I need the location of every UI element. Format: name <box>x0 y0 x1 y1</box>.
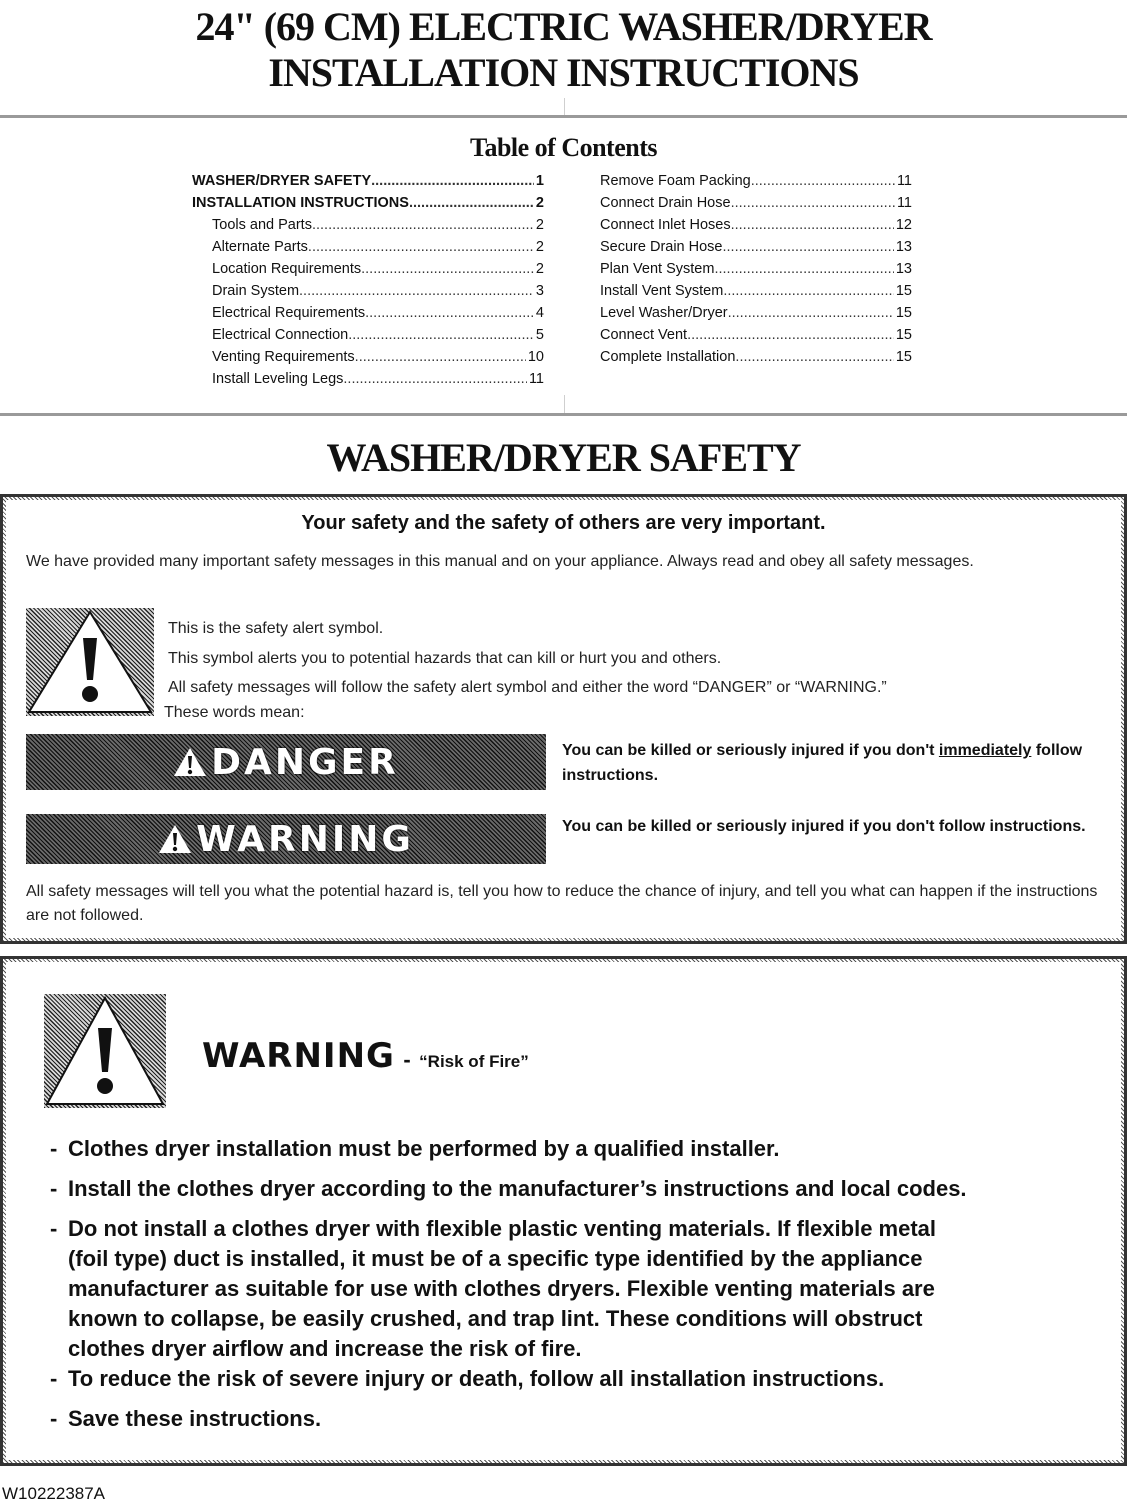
danger-text-emphasis: immediately <box>938 742 1032 759</box>
fire-warning-signal: WARNING <box>202 1036 395 1076</box>
toc-entry[interactable] <box>580 324 912 346</box>
fire-warning-item <box>50 1174 967 1204</box>
toc-entry-label: Secure Drain Hose <box>600 239 723 255</box>
warning-signal-bar <box>26 814 546 864</box>
toc-entry-label: Drain System <box>212 283 300 299</box>
toc-leader-dots <box>299 280 534 302</box>
toc-leader-dots <box>361 258 534 280</box>
toc-entry[interactable] <box>192 280 544 302</box>
toc-entry-label: Electrical Requirements <box>212 305 366 321</box>
toc-entry-page: 1 <box>535 173 544 189</box>
toc-leader-dots <box>365 302 534 324</box>
toc-leader-dots <box>731 214 894 236</box>
fire-warning-separator: - <box>403 1047 411 1072</box>
toc-title: Table of Contents <box>469 133 657 162</box>
symbol-line-3: All safety messages will follow the safety alert symbol and either the word “DANGER” or “WARNING.” <box>168 679 887 696</box>
toc-entry-label: Electrical Connection <box>212 327 349 343</box>
danger-text-before: You can be killed or seriously injured if you don't <box>562 742 939 759</box>
rule-tick <box>564 98 565 115</box>
toc-leader-dots <box>409 192 534 214</box>
toc-leader-dots <box>687 324 894 346</box>
fire-warning-line: known to collapse, be easily crushed, and trap lint. These conditions will obstruct <box>68 1306 923 1331</box>
toc-entry-label: INSTALLATION INSTRUCTIONS <box>192 195 409 211</box>
toc-entry-label: Alternate Parts <box>212 239 308 255</box>
document-title <box>0 4 1127 96</box>
toc-entry-page: 4 <box>535 305 544 321</box>
toc-entry-label: Level Washer/Dryer <box>600 305 728 321</box>
toc-entry-page: 3 <box>535 283 544 299</box>
safety-section-title: WASHER/DRYER SAFETY <box>326 435 801 480</box>
fire-warning-item <box>50 1134 780 1164</box>
fire-warning-line: Do not install a clothes dryer with flexible plastic venting materials. If flexible metal <box>68 1216 937 1241</box>
fire-warning-heading <box>202 1036 529 1076</box>
symbol-line-4: These words mean: <box>164 704 305 721</box>
toc-entry[interactable] <box>192 346 544 368</box>
toc-entry-label: Remove Foam Packing <box>600 173 751 189</box>
danger-signal-bar <box>26 734 546 790</box>
fire-warning-line: Save these instructions. <box>68 1406 322 1431</box>
toc-entry-label: WASHER/DRYER SAFETY <box>192 173 372 189</box>
toc-bottom-rule <box>0 413 1127 416</box>
toc-leader-dots <box>735 346 893 368</box>
toc-entry[interactable] <box>192 258 544 280</box>
bullet-dash: - <box>50 1366 58 1391</box>
toc-leader-dots <box>731 192 895 214</box>
safety-alert-triangle-icon <box>26 608 154 716</box>
fire-alert-symbol <box>44 994 166 1108</box>
symbol-explanation <box>164 614 1108 724</box>
fire-warning-line: (foil type) duct is installed, it must be of a specific type identified by the appliance <box>68 1246 923 1271</box>
bullet-dash: - <box>50 1176 58 1201</box>
toc-entry-page: 15 <box>895 349 912 365</box>
toc-leader-dots <box>308 236 534 258</box>
toc-entry-label: Complete Installation <box>600 349 736 365</box>
safety-alert-triangle-icon <box>44 994 166 1108</box>
toc-entry[interactable] <box>580 236 912 258</box>
toc-entry-label: Venting Requirements <box>212 349 355 365</box>
symbol-line-2: This symbol alerts you to potential hazards that can kill or hurt you and others. <box>168 650 722 667</box>
toc-entry-label: Install Vent System <box>600 283 724 299</box>
toc-leader-dots <box>312 214 534 236</box>
fire-warning-line: Install the clothes dryer according to the manufacturer’s instructions and local codes. <box>68 1176 967 1201</box>
toc-entry-page: 15 <box>895 305 912 321</box>
fire-warning-subtitle: “Risk of Fire” <box>419 1052 529 1071</box>
toc-entry-page: 13 <box>895 261 912 277</box>
danger-label: DANGER <box>211 741 399 783</box>
safety-box <box>0 494 1127 944</box>
toc-entry[interactable] <box>580 302 912 324</box>
toc-entry-label: Connect Vent <box>600 327 688 343</box>
toc-entry[interactable] <box>192 368 544 390</box>
toc-entry[interactable] <box>192 192 544 214</box>
fire-warning-item <box>50 1214 937 1364</box>
toc-entry-page: 11 <box>528 371 544 387</box>
toc-entry-page: 2 <box>535 239 544 255</box>
toc-entry-page: 11 <box>896 173 912 189</box>
toc-left-column <box>192 170 544 390</box>
toc-divider <box>564 395 565 413</box>
toc-leader-dots <box>751 170 895 192</box>
toc-entry[interactable] <box>580 170 912 192</box>
bullet-dash: - <box>50 1136 58 1161</box>
safety-headline: Your safety and the safety of others are very important. <box>301 512 826 534</box>
toc-entry[interactable] <box>192 302 544 324</box>
danger-text-after: follow instructions. <box>562 742 1083 784</box>
toc-leader-dots <box>348 324 534 346</box>
toc-entry[interactable] <box>192 236 544 258</box>
fire-warning-box <box>0 956 1127 1466</box>
bullet-dash: - <box>50 1216 58 1241</box>
toc-entry-page: 2 <box>535 217 544 233</box>
title-line-1: 24" (69 CM) ELECTRIC WASHER/DRYER <box>195 4 932 49</box>
fire-warning-item <box>50 1364 885 1394</box>
toc-leader-dots <box>343 368 527 390</box>
toc-entry-label: Plan Vent System <box>600 261 715 277</box>
toc-entry-page: 10 <box>527 349 544 365</box>
safety-footer: All safety messages will tell you what the potential hazard is, tell you how to reduce the chance of injury, and tell you what can happen if the instructions are not followed. <box>26 883 1098 924</box>
toc-leader-dots <box>728 302 894 324</box>
fire-warning-item <box>50 1404 322 1434</box>
toc-leader-dots <box>371 170 534 192</box>
toc-leader-dots <box>723 280 894 302</box>
toc-entry-page: 5 <box>535 327 544 343</box>
warning-label: WARNING <box>196 818 414 860</box>
toc-entry-page: 12 <box>895 217 912 233</box>
toc-right-column <box>580 170 912 368</box>
toc-entry-page: 11 <box>896 195 912 211</box>
symbol-line-1: This is the safety alert symbol. <box>168 620 384 637</box>
fire-warning-line: Clothes dryer installation must be performed by a qualified installer. <box>68 1136 780 1161</box>
toc-entry-label: Tools and Parts <box>212 217 312 233</box>
toc-entry[interactable] <box>580 258 912 280</box>
fire-warning-line: manufacturer as suitable for use with clothes dryers. Flexible venting materials are <box>68 1276 935 1301</box>
part-number: W10222387A <box>2 1484 106 1503</box>
safety-intro: We have provided many important safety messages in this manual and on your appliance. Always read and obey all safety messages. <box>26 553 974 570</box>
toc-entry-page: 2 <box>535 261 544 277</box>
toc-entry[interactable] <box>580 280 912 302</box>
top-rule <box>0 115 1127 118</box>
toc-entry-label: Connect Drain Hose <box>600 195 731 211</box>
alert-triangle-icon <box>158 824 192 854</box>
toc-entry[interactable] <box>580 346 912 368</box>
fire-warning-line: clothes dryer airflow and increase the risk of fire. <box>68 1336 582 1361</box>
toc-entry-page: 2 <box>535 195 544 211</box>
toc-entry[interactable] <box>580 214 912 236</box>
toc-entry-label: Install Leveling Legs <box>212 371 344 387</box>
toc-leader-dots <box>714 258 893 280</box>
toc-leader-dots <box>355 346 526 368</box>
toc-entry-label: Location Requirements <box>212 261 362 277</box>
toc-entry-page: 13 <box>895 239 912 255</box>
title-line-2: INSTALLATION INSTRUCTIONS <box>268 50 859 95</box>
toc-entry[interactable] <box>192 214 544 236</box>
danger-description <box>562 738 1112 788</box>
toc-entry[interactable] <box>580 192 912 214</box>
bullet-dash: - <box>50 1406 58 1431</box>
toc-entry[interactable] <box>192 170 544 192</box>
toc-entry-label: Connect Inlet Hoses <box>600 217 731 233</box>
alert-triangle-icon <box>173 747 207 777</box>
toc-entry-page: 15 <box>895 283 912 299</box>
toc-entry[interactable] <box>192 324 544 346</box>
fire-warning-line: To reduce the risk of severe injury or death, follow all installation instructions. <box>68 1366 885 1391</box>
toc-entry-page: 15 <box>895 327 912 343</box>
warning-description: You can be killed or seriously injured if you don't follow instructions. <box>562 818 1086 835</box>
toc-leader-dots <box>723 236 894 258</box>
safety-alert-symbol <box>26 608 154 716</box>
